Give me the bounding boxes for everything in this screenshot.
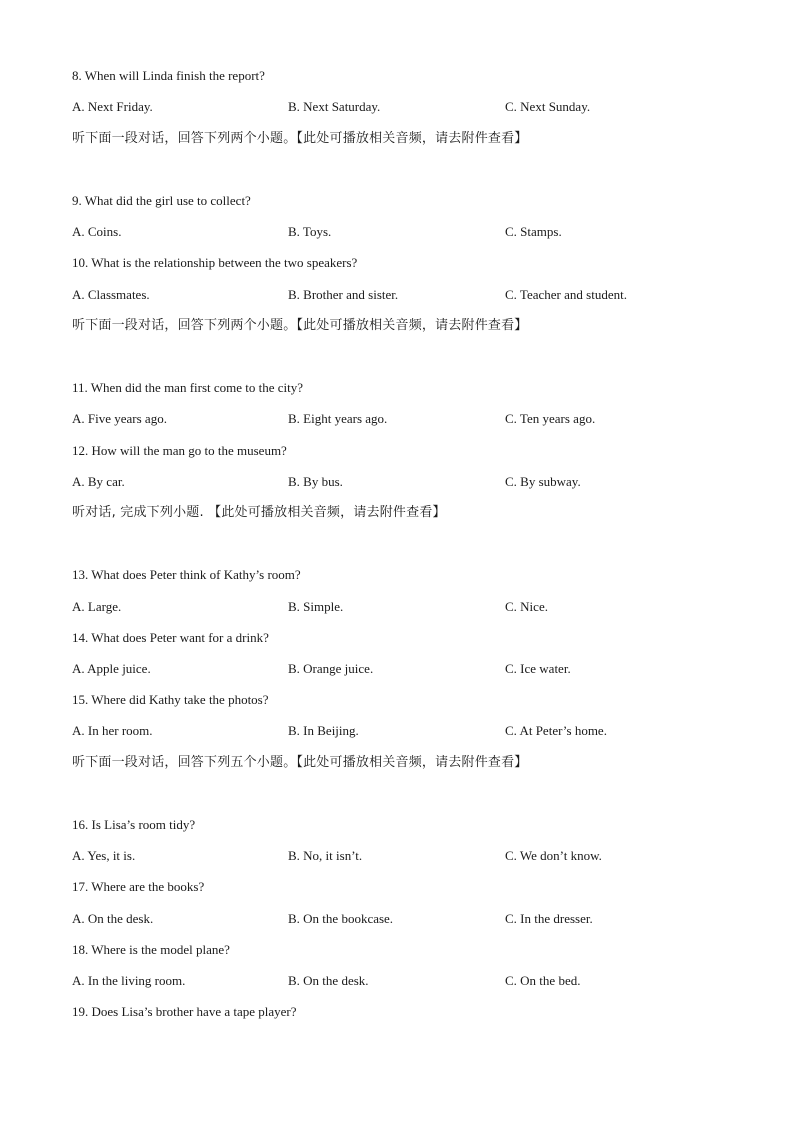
options-16 — [72, 848, 752, 864]
question-15: 15. Where did Kathy take the photos? — [72, 692, 269, 707]
option-c: C. Next Sunday. — [505, 99, 591, 114]
options-15 — [72, 723, 752, 739]
options-12 — [72, 474, 752, 490]
option-c: C. Ice water. — [505, 661, 571, 676]
option-a: A. Five years ago. — [72, 411, 167, 426]
question-19: 19. Does Lisa’s brother have a tape player? — [72, 1004, 297, 1019]
option-b: B. By bus. — [288, 474, 343, 489]
option-b: B. Orange juice. — [288, 661, 374, 676]
option-c: C. Nice. — [505, 599, 548, 614]
question-12: 12. How will the man go to the museum? — [72, 443, 287, 458]
option-b: B. Toys. — [288, 224, 332, 239]
question-11: 11. When did the man first come to the city? — [72, 380, 304, 395]
option-a: A. Large. — [72, 599, 122, 614]
option-a: A. On the desk. — [72, 911, 154, 926]
option-a: A. In the living room. — [72, 973, 186, 988]
option-c: C. Stamps. — [505, 224, 562, 239]
options-8 — [72, 99, 752, 115]
options-17 — [72, 911, 752, 927]
question-8: 8. When will Linda finish the report? — [72, 68, 265, 83]
options-14 — [72, 661, 752, 677]
option-a: A. In her room. — [72, 723, 153, 738]
question-18: 18. Where is the model plane? — [72, 942, 230, 957]
option-c: C. Teacher and student. — [505, 287, 627, 302]
options-18 — [72, 973, 752, 989]
option-b: B. In Beijing. — [288, 723, 359, 738]
question-17: 17. Where are the books? — [72, 879, 205, 894]
option-a: A. Next Friday. — [72, 99, 153, 114]
options-9 — [72, 224, 752, 240]
options-13 — [72, 599, 752, 615]
option-c: C. We don’t know. — [505, 848, 602, 863]
option-a: A. Apple juice. — [72, 661, 151, 676]
question-16: 16. Is Lisa’s room tidy? — [72, 817, 196, 832]
option-a: A. By car. — [72, 474, 125, 489]
option-c: C. By subway. — [505, 474, 581, 489]
option-c: C. In the dresser. — [505, 911, 593, 926]
option-c: C. On the bed. — [505, 973, 581, 988]
option-b: B. Next Saturday. — [288, 99, 381, 114]
option-a: A. Coins. — [72, 224, 122, 239]
option-a: A. Classmates. — [72, 287, 150, 302]
option-a: A. Yes, it is. — [72, 848, 136, 863]
question-9: 9. What did the girl use to collect? — [72, 193, 251, 208]
option-b: B. On the bookcase. — [288, 911, 394, 926]
option-c: C. Ten years ago. — [505, 411, 596, 426]
option-b: B. Simple. — [288, 599, 344, 614]
option-c: C. At Peter’s home. — [505, 723, 607, 738]
instruction-audio: 听下面一段对话，回答下列五个小题。【此处可播放相关音频，请去附件查看】 — [72, 755, 528, 770]
options-11 — [72, 411, 752, 427]
option-b: B. On the desk. — [288, 973, 369, 988]
option-b: B. No, it isn’t. — [288, 848, 363, 863]
instruction-audio: 听下面一段对话，回答下列两个小题。【此处可播放相关音频，请去附件查看】 — [72, 131, 528, 146]
instruction-audio: 听下面一段对话，回答下列两个小题。【此处可播放相关音频，请去附件查看】 — [72, 318, 528, 333]
option-b: B. Eight years ago. — [288, 411, 388, 426]
option-b: B. Brother and sister. — [288, 287, 399, 302]
question-13: 13. What does Peter think of Kathy’s room? — [72, 567, 301, 582]
question-14: 14. What does Peter want for a drink? — [72, 630, 269, 645]
question-10: 10. What is the relationship between the two speakers? — [72, 255, 358, 270]
instruction-audio: 听对话, 完成下列小题. 【此处可播放相关音频，请去附件查看】 — [72, 505, 446, 520]
options-10 — [72, 287, 752, 303]
